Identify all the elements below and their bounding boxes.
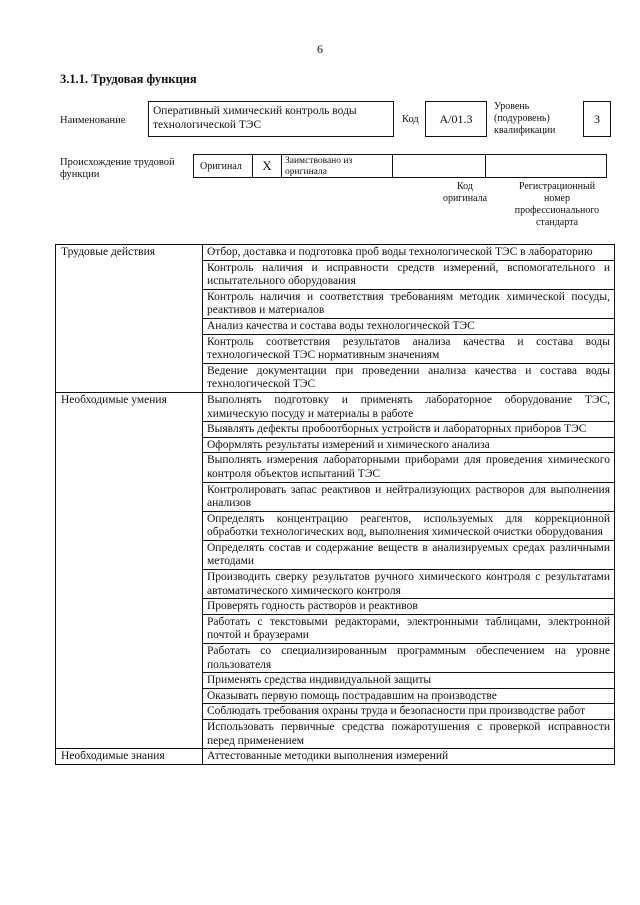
item-cell: Применять средства индивидуальной защиты: [203, 673, 615, 689]
item-cell: Выполнять подготовку и применять лабораторное оборудование ТЭС, химическую посуду и материалы в работе: [203, 392, 615, 421]
item-cell: Работать с текстовыми редакторами, электронными таблицами, электронной почтой и браузерами: [203, 614, 615, 643]
original-code-cell: [392, 154, 486, 178]
category-cell: Необходимые умения: [56, 392, 203, 748]
item-cell: Определять состав и содержание веществ в анализируемых средах различными методами: [203, 540, 615, 569]
category-cell: Трудовые действия: [56, 245, 203, 393]
reg-number-caption: Регистрационный номер профессионального стандарта: [514, 181, 600, 228]
item-cell: Оказывать первую помощь пострадавшим на производстве: [203, 688, 615, 704]
item-cell: Соблюдать требования охраны труда и безопасности при производстве работ: [203, 704, 615, 720]
item-cell: Контроль наличия и исправности средств измерений, вспомогательного и испытательного оборудования: [203, 260, 615, 289]
item-cell: Контроль соответствия результатов анализа качества и состава воды технологической ТЭС нормативным значениям: [203, 334, 615, 363]
borrowed-label: Заимствовано из оригинала: [281, 154, 393, 178]
item-cell: Использовать первичные средства пожаротушения с проверкой исправности перед применением: [203, 720, 615, 749]
item-cell: Отбор, доставка и подготовка проб воды технологической ТЭС в лабораторию: [203, 245, 615, 261]
code-label: Код: [402, 114, 419, 125]
page-number: 6: [317, 42, 323, 56]
labor-function-table: [55, 244, 615, 765]
category-cell: Необходимые знания: [56, 749, 203, 765]
level-label: Уровень (подуровень) квалификации: [494, 101, 556, 136]
item-cell: Контролировать запас реактивов и нейтрализующих растворов для выполнения анализов: [203, 482, 615, 511]
item-cell: Аттестованные методики выполнения измерений: [203, 749, 615, 765]
function-name-value: Оперативный химический контроль воды технологической ТЭС: [148, 101, 394, 137]
item-cell: Выполнять измерения лабораторными приборами для проведения химического контроля объектов испытаний ТЭС: [203, 453, 615, 482]
reg-number-cell: [485, 154, 607, 178]
item-cell: Контроль наличия и соответствия требованиям методик химической посуды, реактивов и материалов: [203, 289, 615, 318]
original-label: Оригинал: [193, 154, 253, 178]
item-cell: Работать со специализированным программным обеспечением на уровне пользователя: [203, 644, 615, 673]
origin-row: [194, 154, 611, 178]
item-cell: Ведение документации при проведении анализа качества и состава воды технологической ТЭС: [203, 363, 615, 392]
table-row: [56, 245, 615, 261]
item-cell: Оформлять результаты измерений и химического анализа: [203, 437, 615, 453]
table-row: [56, 392, 615, 421]
name-label: Наименование: [60, 115, 126, 126]
code-original-caption: Код оригинала: [442, 181, 488, 204]
item-cell: Производить сверку результатов ручного химического контроля с результатами автоматического химического контроля: [203, 570, 615, 599]
qualification-level-value: 3: [583, 101, 611, 137]
item-cell: Определять концентрацию реагентов, используемых для коррекционной обработки технологических вод, выполнения химической очистки оборудования: [203, 511, 615, 540]
item-cell: Выявлять дефекты пробоотборных устройств и лабораторных приборов ТЭС: [203, 422, 615, 438]
original-mark: X: [252, 154, 282, 178]
item-cell: Анализ качества и состава воды технологической ТЭС: [203, 318, 615, 334]
section-title: 3.1.1. Трудовая функция: [60, 72, 197, 86]
function-code-value: А/01.3: [425, 101, 487, 137]
table-row: [56, 749, 615, 765]
item-cell: Проверять годность растворов и реактивов: [203, 599, 615, 615]
origin-label: Происхождение трудовой функции: [60, 157, 175, 180]
